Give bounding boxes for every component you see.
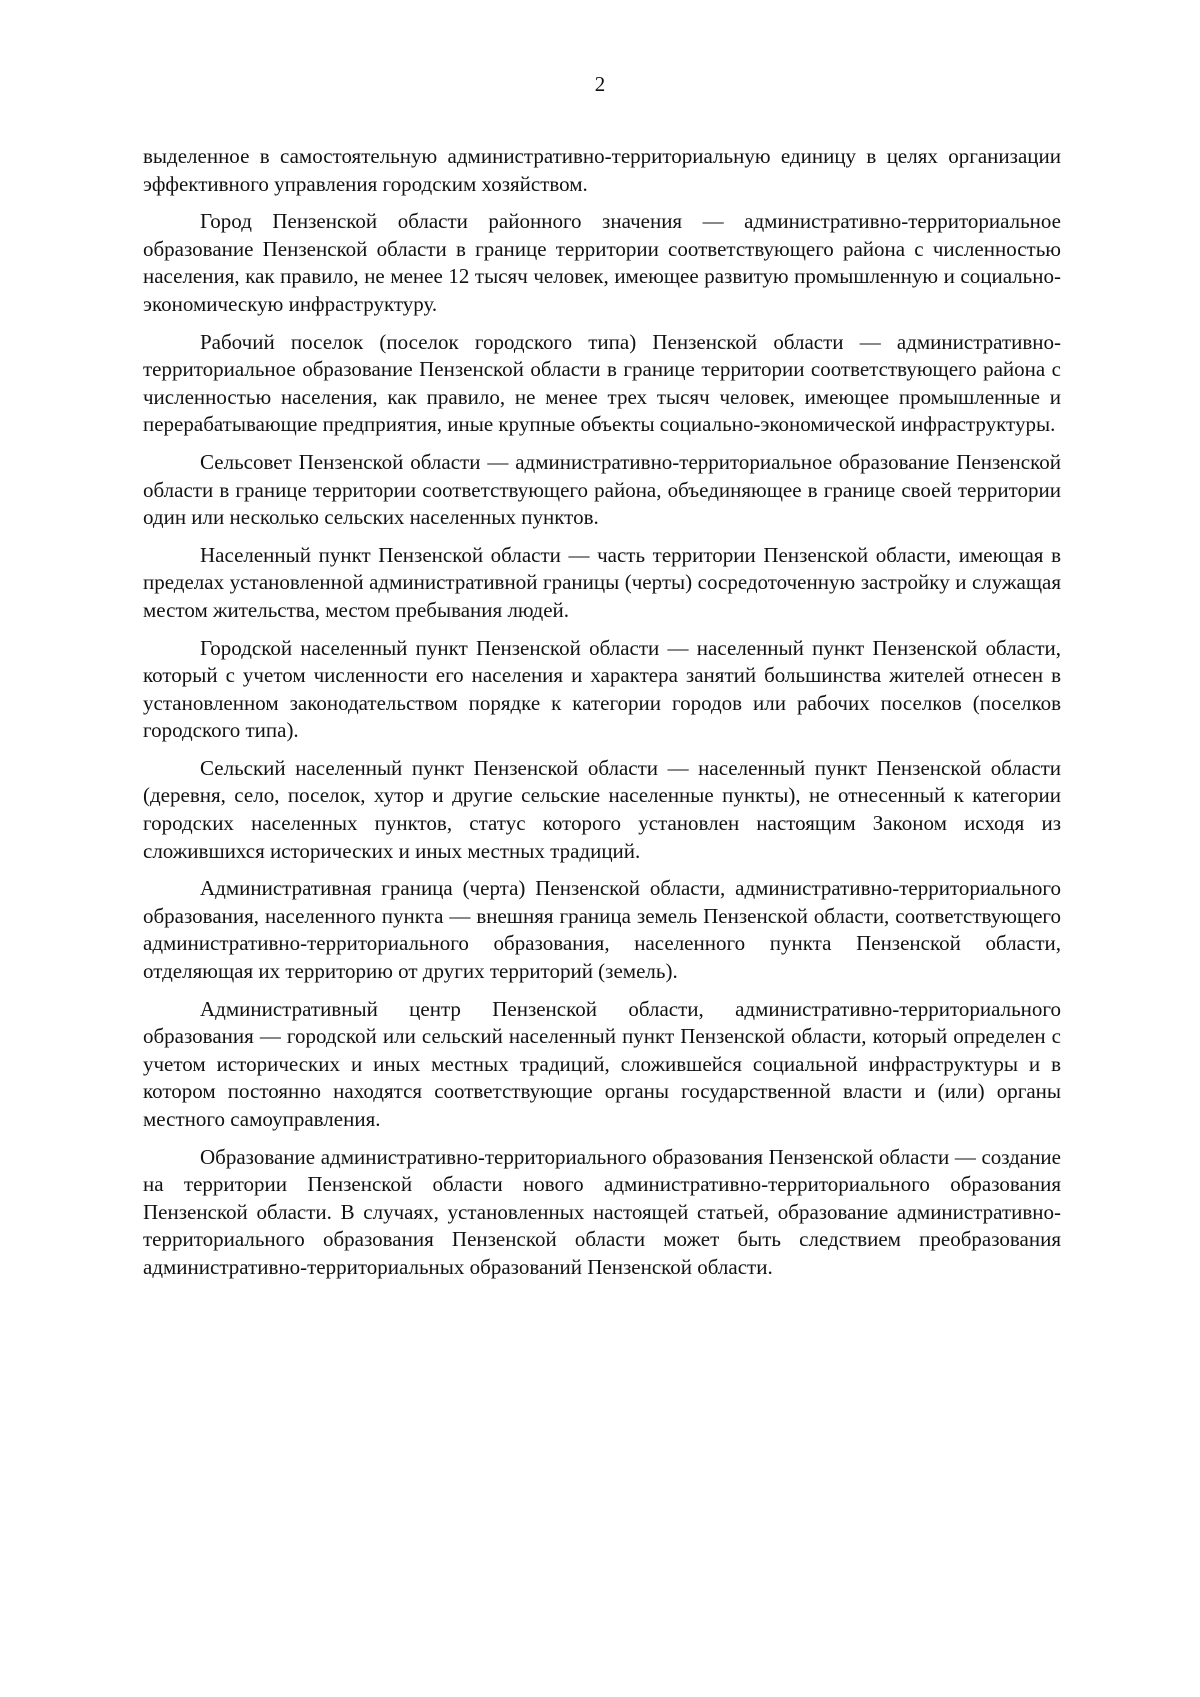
paragraph-urban-settlement: Городской населенный пункт Пензенской области — населенный пункт Пензенской области, который с учетом численности его населения и характера занятий большинства жителей отнесен в установленном законодательством порядке к категории городов или рабочих поселков (поселков городского типа).: [143, 635, 1061, 743]
paragraph-settlement: Населенный пункт Пензенской области — часть территории Пензенской области, имеющая в пределах установленной административной границы (черты) сосредоточенную застройку и служащая местом жительства, местом пребывания людей.: [143, 542, 1061, 622]
page-number: 2: [594, 72, 606, 96]
paragraph-administrative-center: Административный центр Пензенской области, административно-территориального образования — городской или сельский населенный пункт Пензенской области, который определен с учетом исторических и иных местных традиций, сложившейся социальной инфраструктуры и в котором постоянно находятся соответствующие органы государственной власти и (или) органы местного самоуправления.: [143, 996, 1061, 1131]
paragraph-rural-settlement: Сельский населенный пункт Пензенской области — населенный пункт Пензенской области (деревня, село, поселок, хутор и другие сельские населенные пункты), не отнесенный к категории городских населенных пунктов, статус которого установлен настоящим Законом исходя из сложившихся исторических и иных местных традиций.: [143, 755, 1061, 863]
paragraph-workers-settlement: Рабочий поселок (поселок городского типа) Пензенской области — административно-территориальное образование Пензенской области в границе территории соответствующего района с численностью населения, как правило, не менее трех тысяч человек, имеющее промышленные и перерабатывающие предприятия, иные крупные объекты социально-экономической инфраструктуры.: [143, 329, 1061, 437]
paragraph-administrative-boundary: Административная граница (черта) Пензенской области, административно-территориального образования, населенного пункта — внешняя граница земель Пензенской области, соответствующего административно-территориального образования, населенного пункта Пензенской области, отделяющая их территорию от других территорий (земель).: [143, 876, 1061, 984]
paragraph-continuation: выделенное в самостоятельную административно-территориальную единицу в целях организации эффективного управления городским хозяйством.: [143, 144, 1061, 196]
paragraph-city-district-significance: Город Пензенской области районного значения — административно-территориальное образование Пензенской области в границе территории соответствующего района с численностью населения, как правило, не менее 12 тысяч человек, имеющее развитую промышленную и социально-экономическую инфраструктуру.: [143, 209, 1061, 316]
paragraph-formation: Образование административно-территориального образования Пензенской области — создание на территории Пензенской области нового административно-территориального образования Пензенской области. В случаях, установленных настоящей статьей, образование административно-территориального образования Пензенской области может быть следствием преобразования административно-территориальных образований Пензенской области.: [143, 1144, 1061, 1279]
document-body: [143, 143, 1061, 1292]
paragraph-selsovet: Сельсовет Пензенской области — административно-территориальное образование Пензенской области в границе территории соответствующего района, объединяющее в границе своей территории один или несколько сельских населенных пунктов.: [143, 449, 1061, 530]
